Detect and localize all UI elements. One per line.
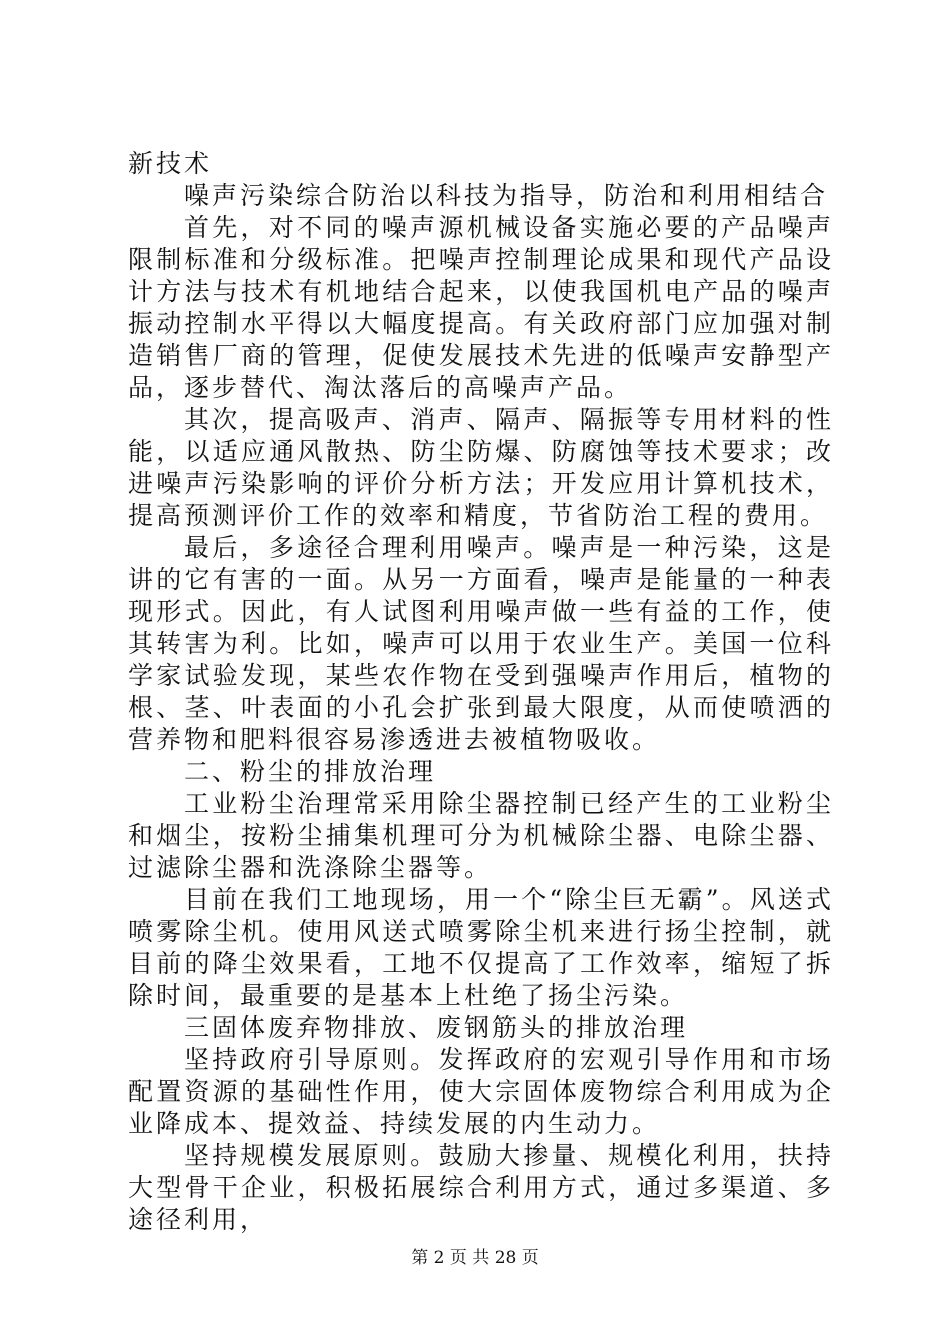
document-body — [128, 148, 834, 1236]
section-heading-dust: 二、粉尘的排放治理 — [184, 757, 437, 786]
paragraph-government-guidance: 坚持政府引导原则。发挥政府的宏观引导作用和市场配置资源的基础性作用，使大宗固体废物综合利用成为企业降成本、提效益、持续发展的内生动力。 — [128, 1045, 834, 1138]
paragraph-dust-site: 目前在我们工地现场，用一个“除尘巨无霸”。风送式喷雾除尘机。使用风送式喷雾除尘机来进行扬尘控制，就目前的降尘效果看，工地不仅提高了工作效率，缩短了拆除时间，最重要的是基本上杜绝了扬尘污染。 — [128, 885, 834, 1010]
paragraph-finally: 最后，多途径合理利用噪声。噪声是一种污染，这是讲的它有害的一面。从另一方面看，噪声是能量的一种表现形式。因此，有人试图利用噪声做一些有益的工作，使其转害为利。比如，噪声可以用于农业生产。美国一位科学家试验发现，某些农作物在受到强噪声作用后，植物的根、茎、叶表面的小孔会扩张到最大限度，从而使喷洒的营养物和肥料很容易渗透进去被植物吸收。 — [128, 533, 834, 754]
page-number-footer: 第 2 页 共 28 页 — [411, 1248, 539, 1268]
paragraph-subheading-noise: 噪声污染综合防治以科技为指导，防治和利用相结合 — [184, 181, 829, 210]
paragraph-dust-treatment: 工业粉尘治理常采用除尘器控制已经产生的工业粉尘和烟尘，按粉尘捕集机理可分为机械除尘器、电除尘器、过滤除尘器和洗涤除尘器等。 — [128, 789, 834, 882]
paragraph-second: 其次，提高吸声、消声、隔声、隔振等专用材料的性能，以适应通风散热、防尘防爆、防腐蚀等技术要求；改进噪声污染影响的评价分析方法；开发应用计算机技术，提高预测评价工作的效率和精度，节省防治工程的费用。 — [128, 405, 834, 530]
section-heading-solid-waste: 三固体废弃物排放、废钢筋头的排放治理 — [184, 1013, 689, 1042]
paragraph-first: 首先，对不同的噪声源机械设备实施必要的产品噪声限制标准和分级标准。把噪声控制理论成果和现代产品设计方法与技术有机地结合起来，以使我国机电产品的噪声振动控制水平得以大幅度提高。有关政府部门应加强对制造销售厂商的管理，促使发展技术先进的低噪声安静型产品，逐步替代、淘汰落后的高噪声产品。 — [128, 213, 834, 402]
paragraph-scale-development: 坚持规模发展原则。鼓励大掺量、规模化利用，扶持大型骨干企业，积极拓展综合利用方式，通过多渠道、多途径利用， — [128, 1141, 834, 1234]
paragraph-heading-fragment: 新技术 — [128, 149, 213, 178]
